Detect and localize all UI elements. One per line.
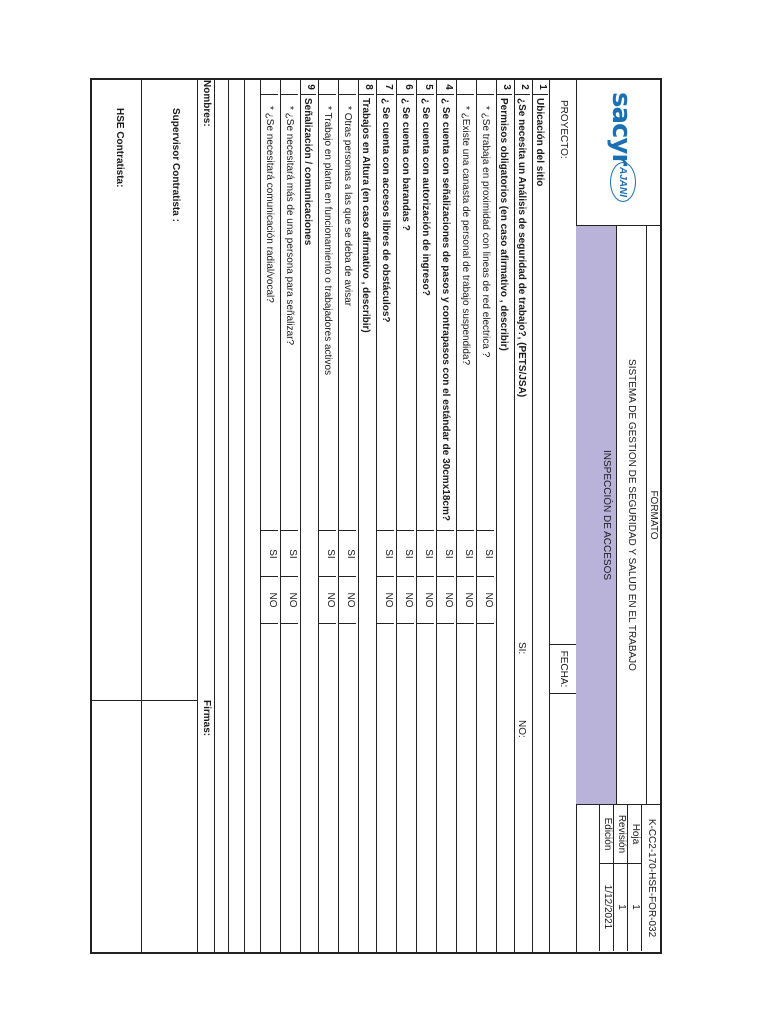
item-text: Trabajos en Altura (en caso afirmativo , describir) — [360, 98, 371, 333]
item-number: 5 — [417, 80, 434, 95]
item-number — [261, 80, 278, 95]
blank-row — [228, 80, 242, 952]
header-inspection — [576, 226, 616, 804]
bullet: * — [284, 106, 295, 110]
question-row — [514, 80, 530, 952]
question-row — [338, 80, 356, 952]
no-field[interactable]: NO: — [516, 720, 527, 738]
item-text — [264, 106, 275, 303]
item-text: ¿ Se cuenta con autorización de ingreso? — [420, 98, 431, 296]
document-meta — [576, 804, 660, 952]
no-checkbox[interactable]: NO — [457, 576, 474, 624]
header-format: FORMATO — [646, 226, 660, 804]
no-checkbox[interactable]: NO — [477, 576, 494, 624]
supervisor-label: Supervisor Contratista : — [170, 108, 181, 222]
hse-signature-row — [92, 80, 142, 952]
item-number — [281, 80, 298, 95]
signatures-label: Firmas: — [201, 700, 212, 737]
bullet: * — [460, 106, 471, 110]
question-row — [416, 80, 434, 952]
names-label: Nombres: — [201, 80, 212, 127]
question-row — [280, 80, 298, 952]
item-number: 8 — [359, 80, 374, 95]
meta-revision-value: 1 — [616, 904, 627, 910]
meta-revision — [613, 805, 628, 951]
item-text — [480, 106, 491, 357]
question-row — [260, 80, 278, 952]
signature-divider — [142, 700, 197, 701]
item-number — [339, 80, 356, 95]
item-text — [284, 106, 295, 345]
date-label: FECHA: — [550, 644, 576, 694]
supervisor-signature-row — [142, 80, 198, 952]
question-row — [376, 80, 394, 952]
hse-label: HSE Contratista: — [114, 108, 125, 188]
item-number — [457, 80, 474, 95]
yes-checkbox[interactable]: SI — [377, 530, 394, 577]
no-checkbox[interactable]: NO — [281, 576, 298, 624]
header-inspection-title: INSPECCIÓN DE ACCESOS — [601, 449, 612, 581]
question-row — [476, 80, 494, 952]
item-text: ¿Se necesita un Análisis de seguridad de trabajo?, (PETS/JSA) — [516, 98, 527, 398]
no-checkbox[interactable]: NO — [437, 576, 454, 624]
meta-hoja — [627, 805, 642, 951]
meta-edicion — [599, 805, 614, 951]
question-row — [532, 80, 548, 952]
yes-checkbox[interactable]: SI — [319, 530, 336, 577]
meta-hoja-label: Hoja — [628, 805, 642, 864]
item-number: 6 — [397, 80, 414, 95]
meta-edicion-label: Edición — [600, 805, 614, 864]
item-number — [477, 80, 494, 95]
question-row — [318, 80, 336, 952]
item-text: ¿ Se cuenta con barandas ? — [400, 98, 411, 231]
blank-row — [244, 80, 258, 952]
question-row — [358, 80, 374, 952]
question-row — [456, 80, 474, 952]
item-text: Ubicación del sitio — [534, 98, 545, 187]
meta-hoja-value: 1 — [630, 904, 641, 910]
question-row — [396, 80, 414, 952]
yes-checkbox[interactable]: SI — [261, 530, 278, 577]
bullet: * — [264, 106, 275, 110]
no-checkbox[interactable]: NO — [377, 576, 394, 624]
no-checkbox[interactable]: NO — [339, 576, 356, 624]
meta-edicion-value: 1/12/2021 — [602, 884, 613, 930]
item-text-value: Otras personas a las que se deba de avisar — [342, 112, 353, 307]
meta-revision-label: Revisión — [614, 805, 628, 864]
signature-divider — [92, 700, 141, 701]
logo-block — [576, 80, 660, 226]
no-checkbox[interactable]: NO — [397, 576, 414, 624]
item-text: ¿ Se cuenta con accesos libres de obstáculos? — [380, 98, 391, 323]
no-checkbox[interactable]: NO — [319, 576, 336, 624]
project-row — [549, 80, 576, 952]
hse-name-field[interactable] — [92, 226, 141, 700]
blank-row — [214, 80, 226, 952]
document-code: K-CC2-170-HSE-FOR-032 — [641, 805, 660, 951]
item-number — [319, 80, 336, 95]
item-text: Señalización / comunicaciones — [302, 98, 313, 246]
item-text: ¿ Se cuenta con señalizaciones de pasos y contrapasos con el estándar de 30cmx18cm? — [440, 98, 451, 521]
header-system: SISTEMA DE GESTION DE SEGURIDAD Y SALUD EN EL TRABAJO — [616, 226, 646, 804]
item-text-value: ¿Se necesitará más de una persona para señalizar? — [284, 112, 295, 346]
header-title-block — [576, 226, 660, 804]
bullet: * — [480, 106, 491, 110]
item-number: 4 — [437, 80, 454, 95]
yes-field[interactable]: SI: — [516, 642, 527, 655]
item-number: 3 — [497, 80, 512, 95]
no-checkbox[interactable]: NO — [417, 576, 434, 624]
item-text — [460, 106, 471, 365]
yes-checkbox[interactable]: SI — [417, 530, 434, 577]
item-text — [342, 106, 353, 306]
yes-checkbox[interactable]: SI — [457, 530, 474, 577]
item-number: 2 — [515, 80, 530, 95]
item-text-value: Trabajo en planta en funcionamiento o trabajadores activos — [322, 112, 333, 376]
supervisor-name-field[interactable] — [142, 226, 197, 700]
yes-checkbox[interactable]: SI — [339, 530, 356, 577]
names-row — [200, 80, 212, 952]
yes-checkbox[interactable]: SI — [397, 530, 414, 577]
yes-checkbox[interactable]: SI — [437, 530, 454, 577]
project-label: PROYECTO: — [558, 100, 569, 159]
no-checkbox[interactable]: NO — [261, 576, 278, 624]
yes-checkbox[interactable]: SI — [477, 530, 494, 577]
item-number: 1 — [533, 80, 548, 95]
item-text — [322, 106, 333, 375]
bullet: * — [322, 106, 333, 110]
yes-checkbox[interactable]: SI — [281, 530, 298, 577]
bullet: * — [342, 106, 353, 110]
ajani-logo: AJANI — [610, 162, 636, 202]
item-text-value: ¿Se necesitará comunicación radial/vocal? — [264, 112, 275, 303]
question-row — [300, 80, 316, 952]
sacyr-logo: sacyr — [606, 92, 636, 166]
question-row — [436, 80, 454, 952]
item-number: 9 — [301, 80, 316, 95]
question-row — [496, 80, 512, 952]
item-number: 7 — [377, 80, 394, 95]
item-text: Permisos obligatorios (en caso afirmativo , describir) — [498, 98, 509, 351]
item-text-value: ¿Existe una canasta de personal de trabajo suspendida? — [460, 112, 471, 366]
item-text-value: ¿Se trabaja en proximidad con lineas de red electrica ? — [480, 112, 491, 358]
inspection-form — [90, 78, 662, 954]
